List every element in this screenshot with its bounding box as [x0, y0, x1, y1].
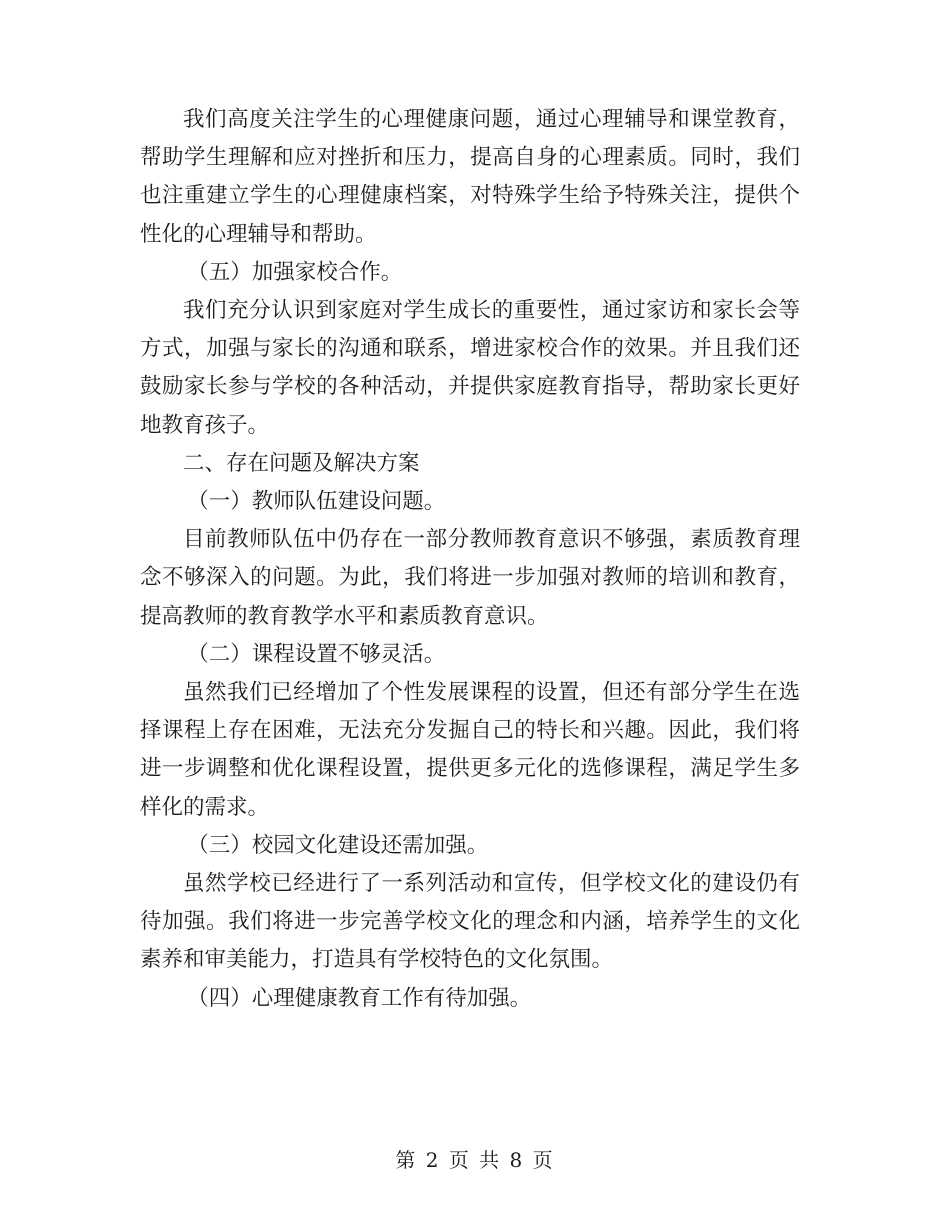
subheading-curriculum: （二）课程设置不够灵活。 — [187, 641, 446, 667]
subheading-mental-health-education: （四）心理健康教育工作有待加强。 — [187, 985, 532, 1011]
document-body — [140, 101, 800, 1018]
paragraph-home-school-cooperation: 我们充分认识到家庭对学生成长的重要性，通过家访和家长会等方式，加强与家长的沟通和联系，增进家校合作的效果。并且我们还鼓励家长参与学校的各种活动，并提供家庭教育指导，帮助家长更好地教育孩子。 — [140, 298, 800, 438]
section-heading-problems-solutions: 二、存在问题及解决方案 — [183, 450, 420, 476]
subheading-campus-culture: （三）校园文化建设还需加强。 — [187, 832, 489, 858]
paragraph-teacher-team: 目前教师队伍中仍存在一部分教师教育意识不够强，素质教育理念不够深入的问题。为此，我们将进一步加强对教师的培训和教育，提高教师的教育教学水平和素质教育意识。 — [140, 527, 800, 629]
paragraph-curriculum: 虽然我们已经增加了个性发展课程的设置，但还有部分学生在选择课程上存在困难，无法充分发掘自己的特长和兴趣。因此，我们将进一步调整和优化课程设置，提供更多元化的选修课程，满足学生多样化的需求。 — [140, 680, 800, 820]
paragraph-campus-culture: 虽然学校已经进行了一系列活动和宣传，但学校文化的建设仍有待加强。我们将进一步完善学校文化的理念和内涵，培养学生的文化素养和审美能力，打造具有学校特色的文化氛围。 — [140, 871, 800, 973]
subheading-teacher-team: （一）教师队伍建设问题。 — [187, 489, 446, 515]
subheading-home-school-cooperation: （五）加强家校合作。 — [187, 259, 403, 285]
paragraph-mental-health: 我们高度关注学生的心理健康问题，通过心理辅导和课堂教育，帮助学生理解和应对挫折和压力，提高自身的心理素质。同时，我们也注重建立学生的心理健康档案，对特殊学生给予特殊关注，提供个性化的心理辅导和帮助。 — [140, 107, 800, 247]
page-number-footer: 第 2 页 共 8 页 — [395, 1148, 555, 1172]
